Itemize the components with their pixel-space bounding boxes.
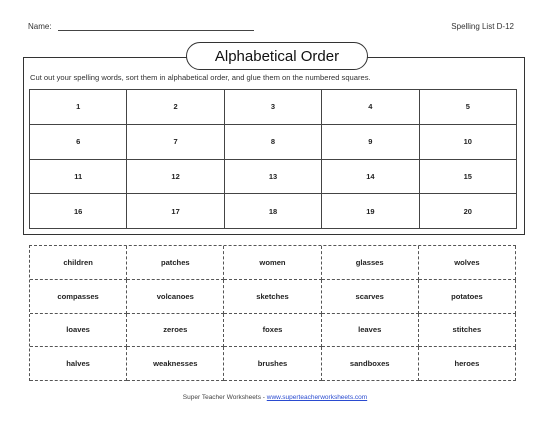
numbered-square: 18 (225, 194, 322, 229)
word-card: brushes (224, 347, 321, 381)
word-card: volcanoes (127, 280, 224, 314)
numbered-squares-grid (29, 89, 517, 229)
word-card: wolves (419, 246, 516, 280)
numbered-square: 15 (420, 160, 517, 195)
word-card: loaves (30, 314, 127, 348)
word-card: sketches (224, 280, 321, 314)
footer-text: Super Teacher Worksheets - (182, 394, 267, 401)
word-card: zeroes (127, 314, 224, 348)
numbered-square: 3 (225, 90, 322, 125)
numbered-square: 13 (225, 160, 322, 195)
numbered-square: 16 (30, 194, 127, 229)
word-card: heroes (419, 347, 516, 381)
word-card: leaves (322, 314, 419, 348)
page-title: Alphabetical Order (186, 42, 368, 70)
numbered-square: 12 (127, 160, 224, 195)
word-card: weaknesses (127, 347, 224, 381)
word-card: stitches (419, 314, 516, 348)
numbered-square: 17 (127, 194, 224, 229)
word-card: sandboxes (322, 347, 419, 381)
footer-link[interactable]: www.superteacherworksheets.com (266, 394, 368, 401)
word-card: women (224, 246, 321, 280)
name-line (58, 22, 254, 31)
numbered-square: 7 (127, 125, 224, 160)
word-card: children (30, 246, 127, 280)
instructions: Cut out your spelling words, sort them in alphabetical order, and glue them on the numbered squares. (30, 73, 371, 82)
word-card: foxes (224, 314, 321, 348)
numbered-square: 9 (322, 125, 419, 160)
word-card: potatoes (419, 280, 516, 314)
spelling-words-cutout-grid (29, 245, 516, 381)
spelling-list-id: Spelling List D-12 (451, 22, 514, 31)
numbered-square: 11 (30, 160, 127, 195)
numbered-square: 4 (322, 90, 419, 125)
numbered-square: 10 (420, 125, 517, 160)
numbered-square: 6 (30, 125, 127, 160)
footer (0, 394, 550, 401)
word-card: scarves (322, 280, 419, 314)
numbered-square: 14 (322, 160, 419, 195)
numbered-square: 20 (420, 194, 517, 229)
numbered-square: 19 (322, 194, 419, 229)
word-card: halves (30, 347, 127, 381)
numbered-square: 1 (30, 90, 127, 125)
numbered-square: 8 (225, 125, 322, 160)
name-field-row (28, 22, 254, 31)
word-card: glasses (322, 246, 419, 280)
name-label: Name: (28, 22, 52, 31)
numbered-square: 5 (420, 90, 517, 125)
numbered-square: 2 (127, 90, 224, 125)
word-card: compasses (30, 280, 127, 314)
word-card: patches (127, 246, 224, 280)
